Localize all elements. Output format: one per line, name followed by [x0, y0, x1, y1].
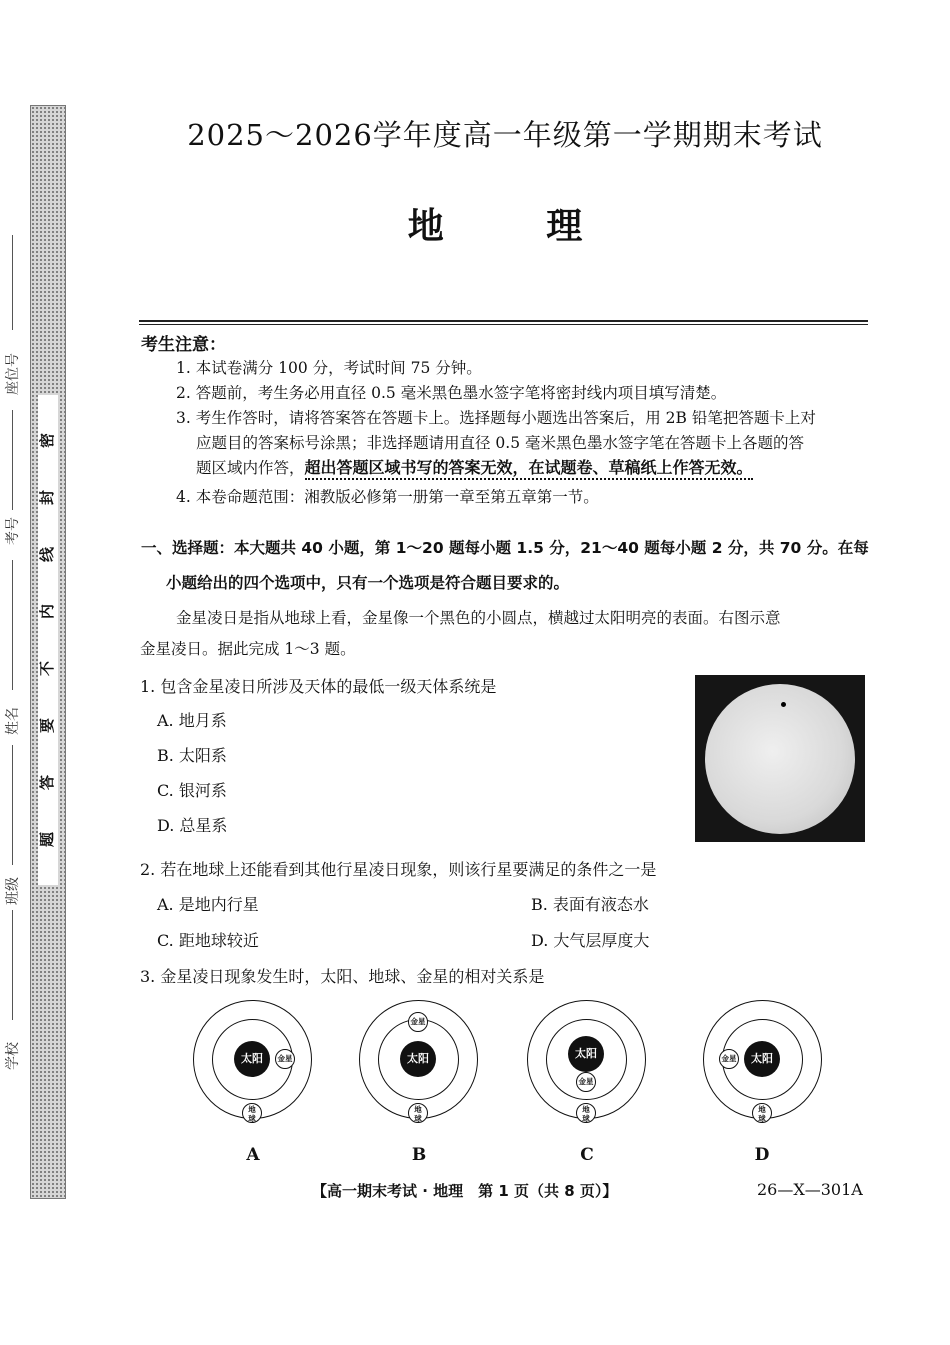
sun-icon: 太阳 — [568, 1036, 604, 1072]
field-line — [12, 745, 13, 865]
diagram-b — [359, 1000, 479, 1130]
section-1-heading: 一、选择题：本大题共 40 小题，第 1～20 题每小题 1.5 分，21～40 题每小题 2 分，共 70 分。在每 — [141, 539, 869, 557]
sun-disk — [705, 684, 855, 834]
sun-icon: 太阳 — [234, 1041, 270, 1077]
seal-char: 封 — [38, 489, 57, 506]
diagram-a — [193, 1000, 313, 1130]
notice-item-4: 4. 本卷命题范围：湘教版必修第一册第一章至第五章第一节。 — [176, 488, 599, 506]
subject-char: 理 — [546, 205, 583, 247]
question-1-stem: 1. 包含金星凌日所涉及天体的最低一级天体系统是 — [140, 677, 497, 696]
diagram-label-d: D — [754, 1145, 770, 1165]
question-2-option-d: D. 大气层厚度大 — [531, 931, 650, 950]
field-name: 姓名 — [5, 707, 21, 735]
question-2-option-b: B. 表面有液态水 — [531, 895, 649, 914]
sun-icon: 太阳 — [400, 1041, 436, 1077]
earth-icon: 地 球 — [752, 1103, 772, 1123]
page-footer: 【高一期末考试 · 地理 第 1 页（共 8 页）】 — [312, 1182, 618, 1200]
question-1-option-d: D. 总星系 — [157, 816, 228, 835]
question-1-option-b: B. 太阳系 — [157, 746, 227, 765]
field-line — [12, 410, 13, 510]
seal-char: 答 — [38, 774, 57, 791]
venus-icon: 金星 — [408, 1012, 428, 1032]
seal-char: 线 — [38, 546, 57, 563]
diagram-label-b: B — [411, 1145, 427, 1165]
venus-icon: 金星 — [719, 1049, 739, 1069]
question-2-stem: 2. 若在地球上还能看到其他行星凌日现象，则该行星要满足的条件之一是 — [140, 860, 657, 879]
field-class: 班级 — [5, 877, 21, 905]
field-seat-number: 座位号 — [5, 353, 21, 395]
notice-item-2: 2. 答题前，考生务必用直径 0.5 毫米黑色墨水签字笔将密封线内项目填写清楚。 — [176, 384, 727, 402]
seal-char: 内 — [38, 603, 57, 620]
question-1-option-c: C. 银河系 — [157, 781, 227, 800]
diagram-label-a: A — [246, 1145, 260, 1165]
seal-char: 要 — [38, 717, 57, 734]
seal-char: 不 — [38, 660, 57, 677]
diagram-c — [527, 1000, 647, 1130]
field-exam-number: 考号 — [5, 517, 21, 545]
notice-item-3: 3. 考生作答时，请将答案答在答题卡上。选择题每小题选出答案后，用 2B 铅笔把答题卡上对 — [176, 409, 816, 427]
venus-dot — [781, 702, 786, 707]
diagram-d — [703, 1000, 823, 1130]
notice-heading: 考生注意： — [141, 335, 226, 355]
question-3-stem: 3. 金星凌日现象发生时，太阳、地球、金星的相对关系是 — [140, 967, 545, 986]
notice-item-3-cont: 应题目的答案标号涂黑；非选择题请用直径 0.5 毫米黑色墨水签字笔在答题卡上各题的答 — [196, 434, 805, 452]
subject-char: 地 — [407, 205, 444, 247]
field-line — [12, 910, 13, 1020]
notice-item-3-cont2 — [196, 455, 753, 478]
diagram-label-c: C — [580, 1145, 594, 1165]
field-school: 学校 — [5, 1042, 21, 1070]
seal-char: 密 — [38, 432, 57, 449]
notice-emphasis: 超出答题区域书写的答案无效，在试题卷、草稿纸上作答无效。 — [305, 458, 753, 480]
earth-icon: 地 球 — [576, 1103, 596, 1123]
venus-transit-photo — [695, 675, 865, 842]
question-2-option-a: A. 是地内行星 — [157, 895, 259, 914]
sun-icon: 太阳 — [744, 1041, 780, 1077]
paper-code: 26—X—301A — [757, 1180, 863, 1199]
question-2-option-c: C. 距地球较近 — [157, 931, 259, 950]
venus-icon: 金星 — [576, 1072, 596, 1092]
header-rule-thick — [139, 320, 868, 322]
earth-icon: 地 球 — [242, 1103, 262, 1123]
earth-icon: 地 球 — [408, 1103, 428, 1123]
seal-char: 题 — [38, 831, 57, 848]
notice-item-1: 1. 本试卷满分 100 分，考试时间 75 分钟。 — [176, 359, 482, 377]
section-1-instruction: 小题给出的四个选项中，只有一个选项是符合题目要求的。 — [166, 574, 570, 592]
subject-title — [0, 198, 950, 249]
seal-line-notice — [38, 395, 58, 885]
venus-icon: 金星 — [275, 1049, 295, 1069]
field-line — [12, 560, 13, 690]
question-1-option-a: A. 地月系 — [157, 711, 227, 730]
passage-line-1: 金星凌日是指从地球上看，金星像一个黑色的小圆点，横越过太阳明亮的表面。右图示意 — [176, 609, 781, 627]
exam-title: 2025～2026学年度高一年级第一学期期末考试 — [187, 118, 823, 152]
notice-text: 题区域内作答， — [196, 459, 305, 477]
field-line — [12, 235, 13, 330]
passage-line-2: 金星凌日。据此完成 1～3 题。 — [140, 640, 356, 658]
header-rule-thin — [139, 324, 868, 325]
